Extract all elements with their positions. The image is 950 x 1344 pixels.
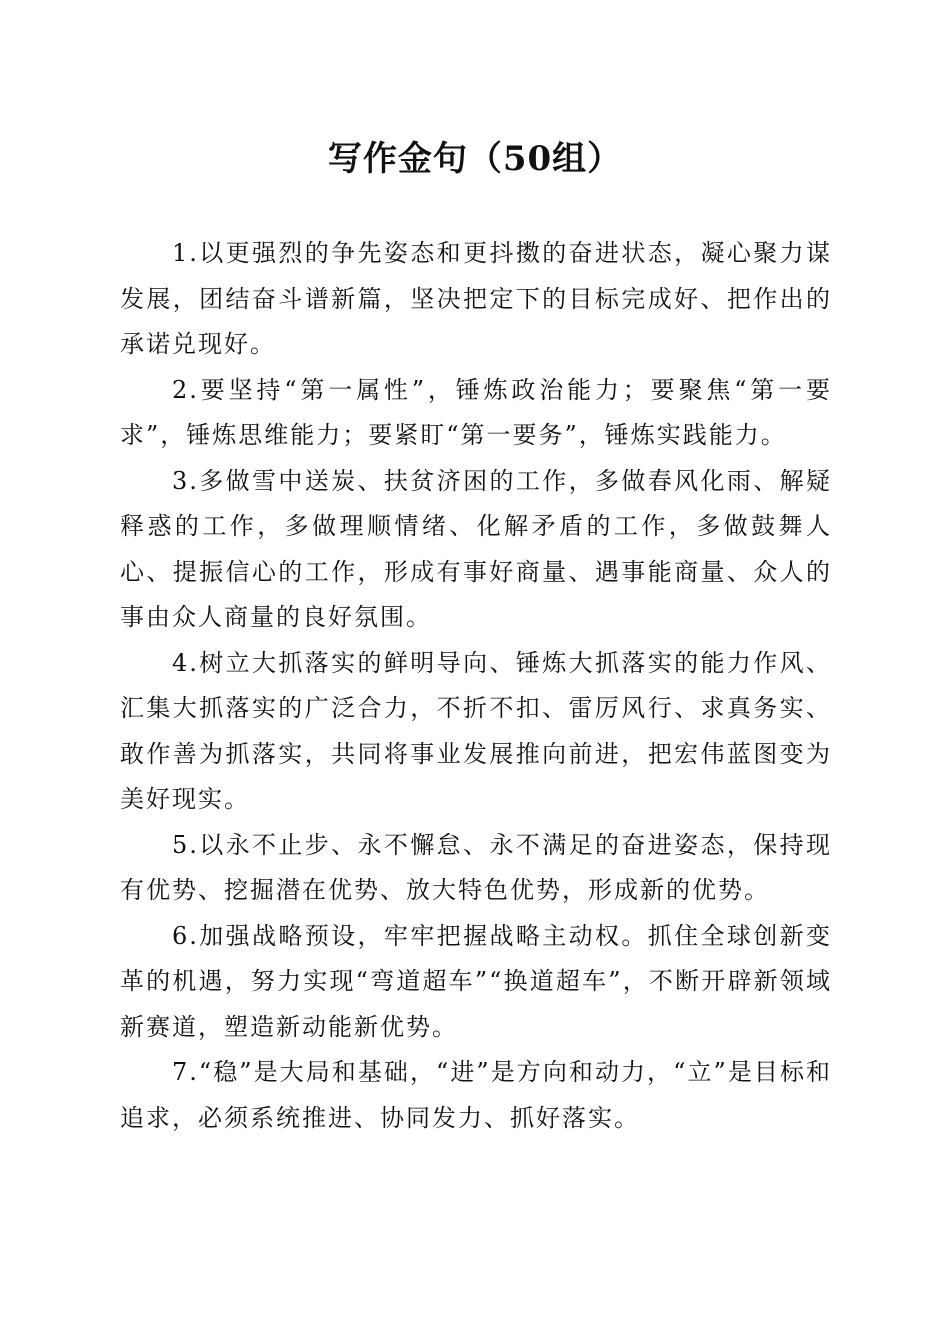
paragraph-4: 4.树立大抓落实的鲜明导向、锤炼大抓落实的能力作风、汇集大抓落实的广泛合力，不折不扣、雷厉风行、求真务实、敢作善为抓落实，共同将事业发展推向前进，把宏伟蓝图变为美好现实。 xyxy=(120,648,832,813)
paragraph-6: 6.加强战略预设，牢牢把握战略主动权。抓住全球创新变革的机遇，努力实现“弯道超车”“换道超车”，不断开辟新领域新赛道，塑造新动能新优势。 xyxy=(120,921,832,1041)
paragraph-3: 3.多做雪中送炭、扶贫济困的工作，多做春风化雨、解疑释惑的工作，多做理顺情绪、化解矛盾的工作，多做鼓舞人心、提振信心的工作，形成有事好商量、遇事能商量、众人的事由众人商量的良好氛围。 xyxy=(120,466,832,631)
paragraph-2: 2.要坚持“第一属性”，锤炼政治能力；要聚焦“第一要求”，锤炼思维能力；要紧盯“第一要务”，锤炼实践能力。 xyxy=(120,375,832,449)
paragraph-5: 5.以永不止步、永不懈怠、永不满足的奋进姿态，保持现有优势、挖掘潜在优势、放大特色优势，形成新的优势。 xyxy=(120,830,832,904)
document-body xyxy=(120,231,832,1141)
paragraph-7: 7.“稳”是大局和基础，“进”是方向和动力，“立”是目标和追求，必须系统推进、协同发力、抓好落实。 xyxy=(120,1058,832,1132)
document-title: 写作金句（50组） xyxy=(327,139,623,179)
paragraph-1: 1.以更强烈的争先姿态和更抖擞的奋进状态，凝心聚力谋发展，团结奋斗谱新篇，坚决把定下的目标完成好、把作出的承诺兑现好。 xyxy=(120,239,832,358)
